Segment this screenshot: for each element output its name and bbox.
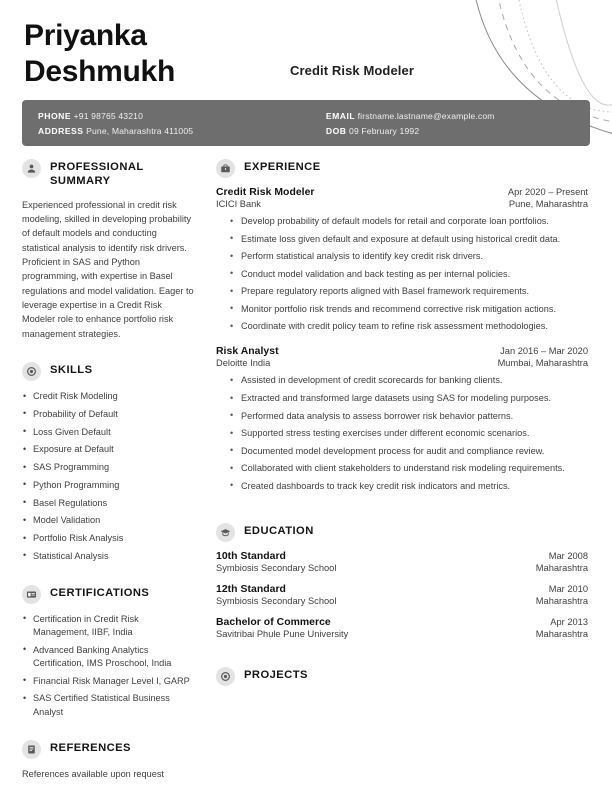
- contact-email: [326, 111, 574, 121]
- experience-entry: [216, 346, 588, 492]
- list-item: • SAS Programming: [22, 461, 194, 474]
- contact-band: [22, 100, 590, 146]
- section-header-certifications: [22, 584, 194, 604]
- education-location: Maharashtra: [535, 595, 588, 606]
- education-entry-subheader: [216, 563, 588, 573]
- list-item: • Conduct model validation and back testing as per internal policies.: [230, 268, 588, 281]
- experience-bullets: [216, 215, 588, 333]
- experience-entry: [216, 187, 588, 333]
- briefcase-icon: [216, 159, 235, 178]
- list-item: • Monitor portfolio risk trends and recommend corrective risk mitigation actions.: [230, 303, 588, 316]
- section-title-certifications: CERTIFICATIONS: [50, 586, 150, 599]
- experience-entry-subheader: [216, 358, 588, 368]
- contact-address: [38, 126, 326, 136]
- target-icon: [22, 362, 41, 381]
- section-skills: [22, 361, 194, 563]
- section-header-projects: [216, 666, 588, 686]
- experience-dates: Jan 2016 – Mar 2020: [500, 346, 588, 357]
- list-item: • Collaborated with client stakeholders to understand risk modeling requirements.: [230, 462, 588, 475]
- list-item: • Coordinate with credit policy team to refine risk assessment methodologies.: [230, 320, 588, 333]
- list-item: • Basel Regulations: [22, 497, 194, 510]
- experience-entry-subheader: [216, 199, 588, 209]
- contact-dob-value: 09 February 1992: [349, 125, 420, 136]
- page-title: [24, 18, 264, 90]
- education-entry-header: [216, 617, 588, 628]
- section-header-references: [22, 739, 194, 759]
- contact-column-right: [326, 111, 574, 136]
- education-location: Maharashtra: [535, 562, 588, 573]
- section-header-experience: [216, 158, 588, 178]
- experience-dates: Apr 2020 – Present: [507, 187, 588, 197]
- list-item: • Python Programming: [22, 479, 194, 492]
- education-school: Symbiosis Secondary School: [216, 562, 337, 573]
- experience-location: Mumbai, Maharashtra: [497, 358, 588, 369]
- list-item: • Perform statistical analysis to identify key credit risk drivers.: [230, 250, 588, 263]
- spacer: [22, 723, 194, 739]
- contact-phone: [38, 111, 326, 121]
- education-entry-subheader: [216, 629, 588, 639]
- section-projects: [216, 666, 588, 686]
- section-header-professional-summary: [22, 158, 194, 189]
- education-location: Maharashtra: [535, 628, 588, 639]
- list-item: • Exposure at Default: [22, 443, 194, 456]
- first-name: Priyanka: [24, 19, 147, 52]
- contact-email-value: firstname.lastname@example.com: [357, 110, 495, 121]
- list-item: • Financial Risk Manager Level I, GARP: [22, 675, 194, 688]
- education-school: Savitribai Phule Pune University: [216, 628, 349, 639]
- contact-dob: [326, 126, 574, 136]
- spacer: [22, 568, 194, 584]
- education-entry-subheader: [216, 596, 588, 606]
- references-text: References available upon request: [22, 769, 164, 780]
- spacer: [216, 506, 588, 522]
- list-item: • Credit Risk Modeling: [22, 390, 194, 403]
- education-entry: [216, 584, 588, 606]
- experience-organization: Deloitte India: [216, 358, 271, 369]
- section-title-experience: EXPERIENCE: [244, 161, 321, 173]
- education-degree: 10th Standard: [216, 550, 286, 562]
- list-item: • Portfolio Risk Analysis: [22, 532, 194, 545]
- target-icon: [216, 667, 235, 686]
- spacer: [22, 341, 194, 361]
- list-item: • Probability of Default: [22, 408, 194, 421]
- graduation-cap-icon: [216, 523, 235, 542]
- education-entry: [216, 617, 588, 639]
- list-item: • Estimate loss given default and exposure at default using historical credit data.: [230, 233, 588, 246]
- section-title-skills: SKILLS: [50, 364, 93, 377]
- skills-list: [22, 390, 194, 563]
- sidebar-column: [0, 158, 208, 782]
- section-certifications: [22, 584, 194, 719]
- list-item: • Assisted in development of credit scorecards for banking clients.: [230, 374, 588, 387]
- professional-summary-text: Experienced professional in credit risk modeling, skilled in developing probability of default models and conducting statistical analysis to identify risk drivers. Proficient in SAS and Python programming, with expertise in Basel regulations and model validation. Eager to leverage expertise in a Credit Risk Modeler role to enhance portfolio risk management strategies.: [22, 199, 194, 339]
- experience-entry-header: [216, 346, 588, 357]
- list-item: • Prepare regulatory reports aligned with Basel framework requirements.: [230, 285, 588, 298]
- list-item: • Advanced Banking Analytics Certification, IMS Proschool, India: [22, 644, 194, 671]
- list-item: • Documented model development process for audit and compliance review.: [230, 445, 588, 458]
- contact-dob-label: DOB: [325, 125, 347, 136]
- main-column: [208, 158, 612, 782]
- document-icon: [22, 740, 41, 759]
- experience-role: Risk Analyst: [216, 346, 279, 358]
- education-date: Apr 2013: [550, 616, 588, 627]
- contact-phone-value: +91 98765 43210: [73, 110, 144, 121]
- section-professional-summary: [22, 158, 194, 341]
- contact-email-label: EMAIL: [325, 110, 356, 121]
- list-item: • Extracted and transformed large datasets using SAS for modeling purposes.: [230, 392, 588, 405]
- section-header-education: [216, 522, 588, 542]
- section-header-skills: [22, 361, 194, 381]
- experience-bullets: [216, 374, 588, 492]
- body-columns: [0, 158, 612, 782]
- person-icon: [22, 159, 41, 178]
- experience-entry-header: [216, 187, 588, 198]
- education-school: Symbiosis Secondary School: [216, 595, 337, 606]
- section-title-projects: PROJECTS: [244, 668, 308, 681]
- section-experience: [216, 158, 588, 493]
- list-item: • Supported stress testing exercises under different economic scenarios.: [230, 427, 588, 440]
- experience-location: Pune, Maharashtra: [508, 199, 588, 209]
- id-card-icon: [22, 585, 41, 604]
- contact-phone-label: PHONE: [38, 110, 72, 121]
- experience-role: Credit Risk Modeler: [216, 187, 315, 198]
- education-entry: [216, 551, 588, 573]
- contact-address-value: Pune, Maharashtra 411005: [86, 125, 194, 136]
- education-date: Mar 2008: [548, 550, 588, 561]
- list-item: • Statistical Analysis: [22, 550, 194, 563]
- section-references: [22, 739, 194, 782]
- education-degree: 12th Standard: [216, 583, 286, 595]
- section-title-education: EDUCATION: [244, 524, 314, 537]
- certifications-list: [22, 613, 194, 719]
- last-name: Deshmukh: [24, 55, 175, 88]
- spacer: [216, 650, 588, 666]
- list-item: • Certification in Credit Risk Management, IIBF, India: [22, 613, 194, 640]
- education-date: Mar 2010: [548, 583, 588, 594]
- education-entry-header: [216, 584, 588, 595]
- section-title-references: REFERENCES: [50, 742, 131, 755]
- contact-address-label: ADDRESS: [38, 125, 84, 136]
- education-degree: Bachelor of Commerce: [216, 616, 331, 628]
- list-item: • Model Validation: [22, 514, 194, 527]
- section-title-professional-summary: PROFESSIONAL SUMMARY: [50, 161, 144, 188]
- experience-organization: ICICI Bank: [216, 199, 261, 209]
- list-item: • Develop probability of default models for retail and corporate loan portfolios.: [230, 215, 588, 228]
- job-title: Credit Risk Modeler: [290, 63, 414, 78]
- list-item: • SAS Certified Statistical Business Analyst: [22, 692, 194, 719]
- list-item: • Loss Given Default: [22, 426, 194, 439]
- list-item: • Performed data analysis to assess borrower risk behavior patterns.: [230, 410, 588, 423]
- contact-column-left: [38, 111, 326, 136]
- section-education: [216, 522, 588, 639]
- header: [0, 0, 612, 100]
- list-item: • Created dashboards to track key credit risk indicators and metrics.: [230, 480, 588, 493]
- education-entry-header: [216, 551, 588, 562]
